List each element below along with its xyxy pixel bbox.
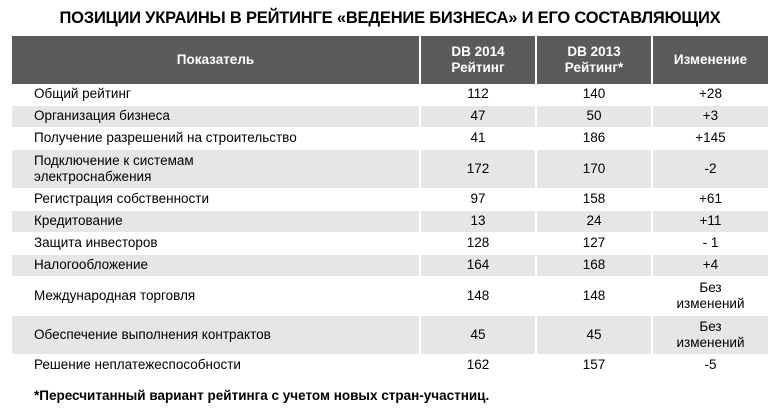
cell-change	[652, 84, 768, 106]
column-header-db2013-line1: DB 2013	[567, 44, 621, 60]
cell-db2013: 127	[536, 233, 652, 255]
table-row	[12, 316, 768, 355]
cell-change	[652, 316, 768, 355]
cell-indicator	[12, 277, 420, 316]
cell-change-line1: +28	[699, 86, 722, 102]
cell-change	[652, 277, 768, 316]
column-header-db2014-line2: Рейтинг	[451, 60, 505, 75]
cell-db2013: 168	[536, 255, 652, 277]
column-header-db2013	[536, 36, 652, 84]
column-header-db2013-line2: Рейтинг*	[564, 60, 624, 75]
cell-change-line1: +145	[695, 130, 726, 146]
column-header-indicator: Показатель	[12, 36, 420, 84]
cell-indicator-line1: Общий рейтинг	[34, 86, 131, 102]
cell-change	[652, 211, 768, 233]
cell-db2014: 148	[420, 277, 536, 316]
table-footnote: *Пересчитанный вариант рейтинга с учетом новых стран-участниц.	[34, 388, 490, 403]
cell-change-line1: Без	[699, 279, 722, 295]
cell-indicator	[12, 189, 420, 211]
cell-db2014: 162	[420, 355, 536, 377]
cell-db2014: 128	[420, 233, 536, 255]
cell-indicator	[12, 255, 420, 277]
cell-db2014: 172	[420, 150, 536, 189]
cell-change-line1: +4	[702, 257, 719, 273]
cell-db2013: 140	[536, 84, 652, 106]
cell-db2013: 50	[536, 106, 652, 128]
table-row	[12, 255, 768, 277]
cell-indicator-line1: Налогообложение	[34, 257, 148, 273]
cell-indicator	[12, 316, 420, 355]
table-row	[12, 150, 768, 189]
cell-db2014: 47	[420, 106, 536, 128]
cell-change	[652, 128, 768, 150]
cell-indicator	[12, 84, 420, 106]
cell-db2014: 13	[420, 211, 536, 233]
cell-indicator	[12, 211, 420, 233]
cell-indicator	[12, 150, 420, 189]
cell-change-line1: -5	[704, 357, 717, 373]
column-header-change: Изменение	[652, 36, 768, 84]
cell-change	[652, 106, 768, 128]
cell-change-line1: +61	[699, 191, 722, 207]
cell-indicator	[12, 128, 420, 150]
cell-db2013: 24	[536, 211, 652, 233]
cell-db2014: 97	[420, 189, 536, 211]
cell-change-line2: изменений	[676, 296, 745, 311]
cell-indicator	[12, 106, 420, 128]
cell-change-line2: изменений	[676, 335, 745, 350]
cell-indicator	[12, 233, 420, 255]
cell-db2014: 41	[420, 128, 536, 150]
cell-indicator-line1: Защита инвесторов	[34, 235, 158, 251]
table-row	[12, 211, 768, 233]
cell-change-line1: - 1	[702, 235, 719, 251]
cell-indicator-line1: Кредитование	[34, 213, 123, 229]
cell-db2013: 148	[536, 277, 652, 316]
cell-db2013: 158	[536, 189, 652, 211]
cell-change	[652, 355, 768, 377]
cell-change	[652, 150, 768, 189]
cell-indicator-line1: Решение неплатежеспособности	[34, 357, 241, 373]
table-row	[12, 189, 768, 211]
cell-change	[652, 189, 768, 211]
rankings-table	[12, 36, 768, 377]
cell-db2014: 112	[420, 84, 536, 106]
table-row	[12, 233, 768, 255]
cell-indicator-line2: электроснабжения	[34, 169, 152, 184]
cell-change-line1: -2	[704, 160, 717, 176]
cell-indicator	[12, 355, 420, 377]
table-header-row	[12, 36, 768, 84]
cell-change-line1: +11	[699, 213, 722, 229]
cell-change-line1: +3	[702, 108, 719, 124]
cell-indicator-line1: Получение разрешений на строительство	[34, 130, 297, 146]
cell-indicator-line1: Международная торговля	[34, 287, 196, 303]
cell-indicator-line1: Регистрация собственности	[34, 191, 210, 207]
cell-indicator-line1: Организация бизнеса	[34, 108, 170, 124]
cell-change-line1: Без	[699, 318, 722, 334]
page-title: ПОЗИЦИИ УКРАИНЫ В РЕЙТИНГЕ «ВЕДЕНИЕ БИЗНЕСА» И ЕГО СОСТАВЛЯЮЩИХ	[59, 9, 721, 27]
table-row	[12, 355, 768, 377]
cell-db2013: 157	[536, 355, 652, 377]
table-row	[12, 106, 768, 128]
table-row	[12, 128, 768, 150]
column-header-db2014	[420, 36, 536, 84]
cell-db2014: 164	[420, 255, 536, 277]
cell-db2014: 45	[420, 316, 536, 355]
cell-change	[652, 233, 768, 255]
table-body	[12, 84, 768, 377]
column-header-db2014-line1: DB 2014	[451, 44, 505, 60]
cell-db2013: 45	[536, 316, 652, 355]
cell-db2013: 186	[536, 128, 652, 150]
table-row	[12, 84, 768, 106]
cell-change	[652, 255, 768, 277]
table-header	[12, 36, 768, 84]
cell-indicator-line1: Подключение к системам	[34, 152, 194, 168]
cell-indicator-line1: Обеспечение выполнения контрактов	[34, 326, 271, 342]
table-row	[12, 277, 768, 316]
cell-db2013: 170	[536, 150, 652, 189]
